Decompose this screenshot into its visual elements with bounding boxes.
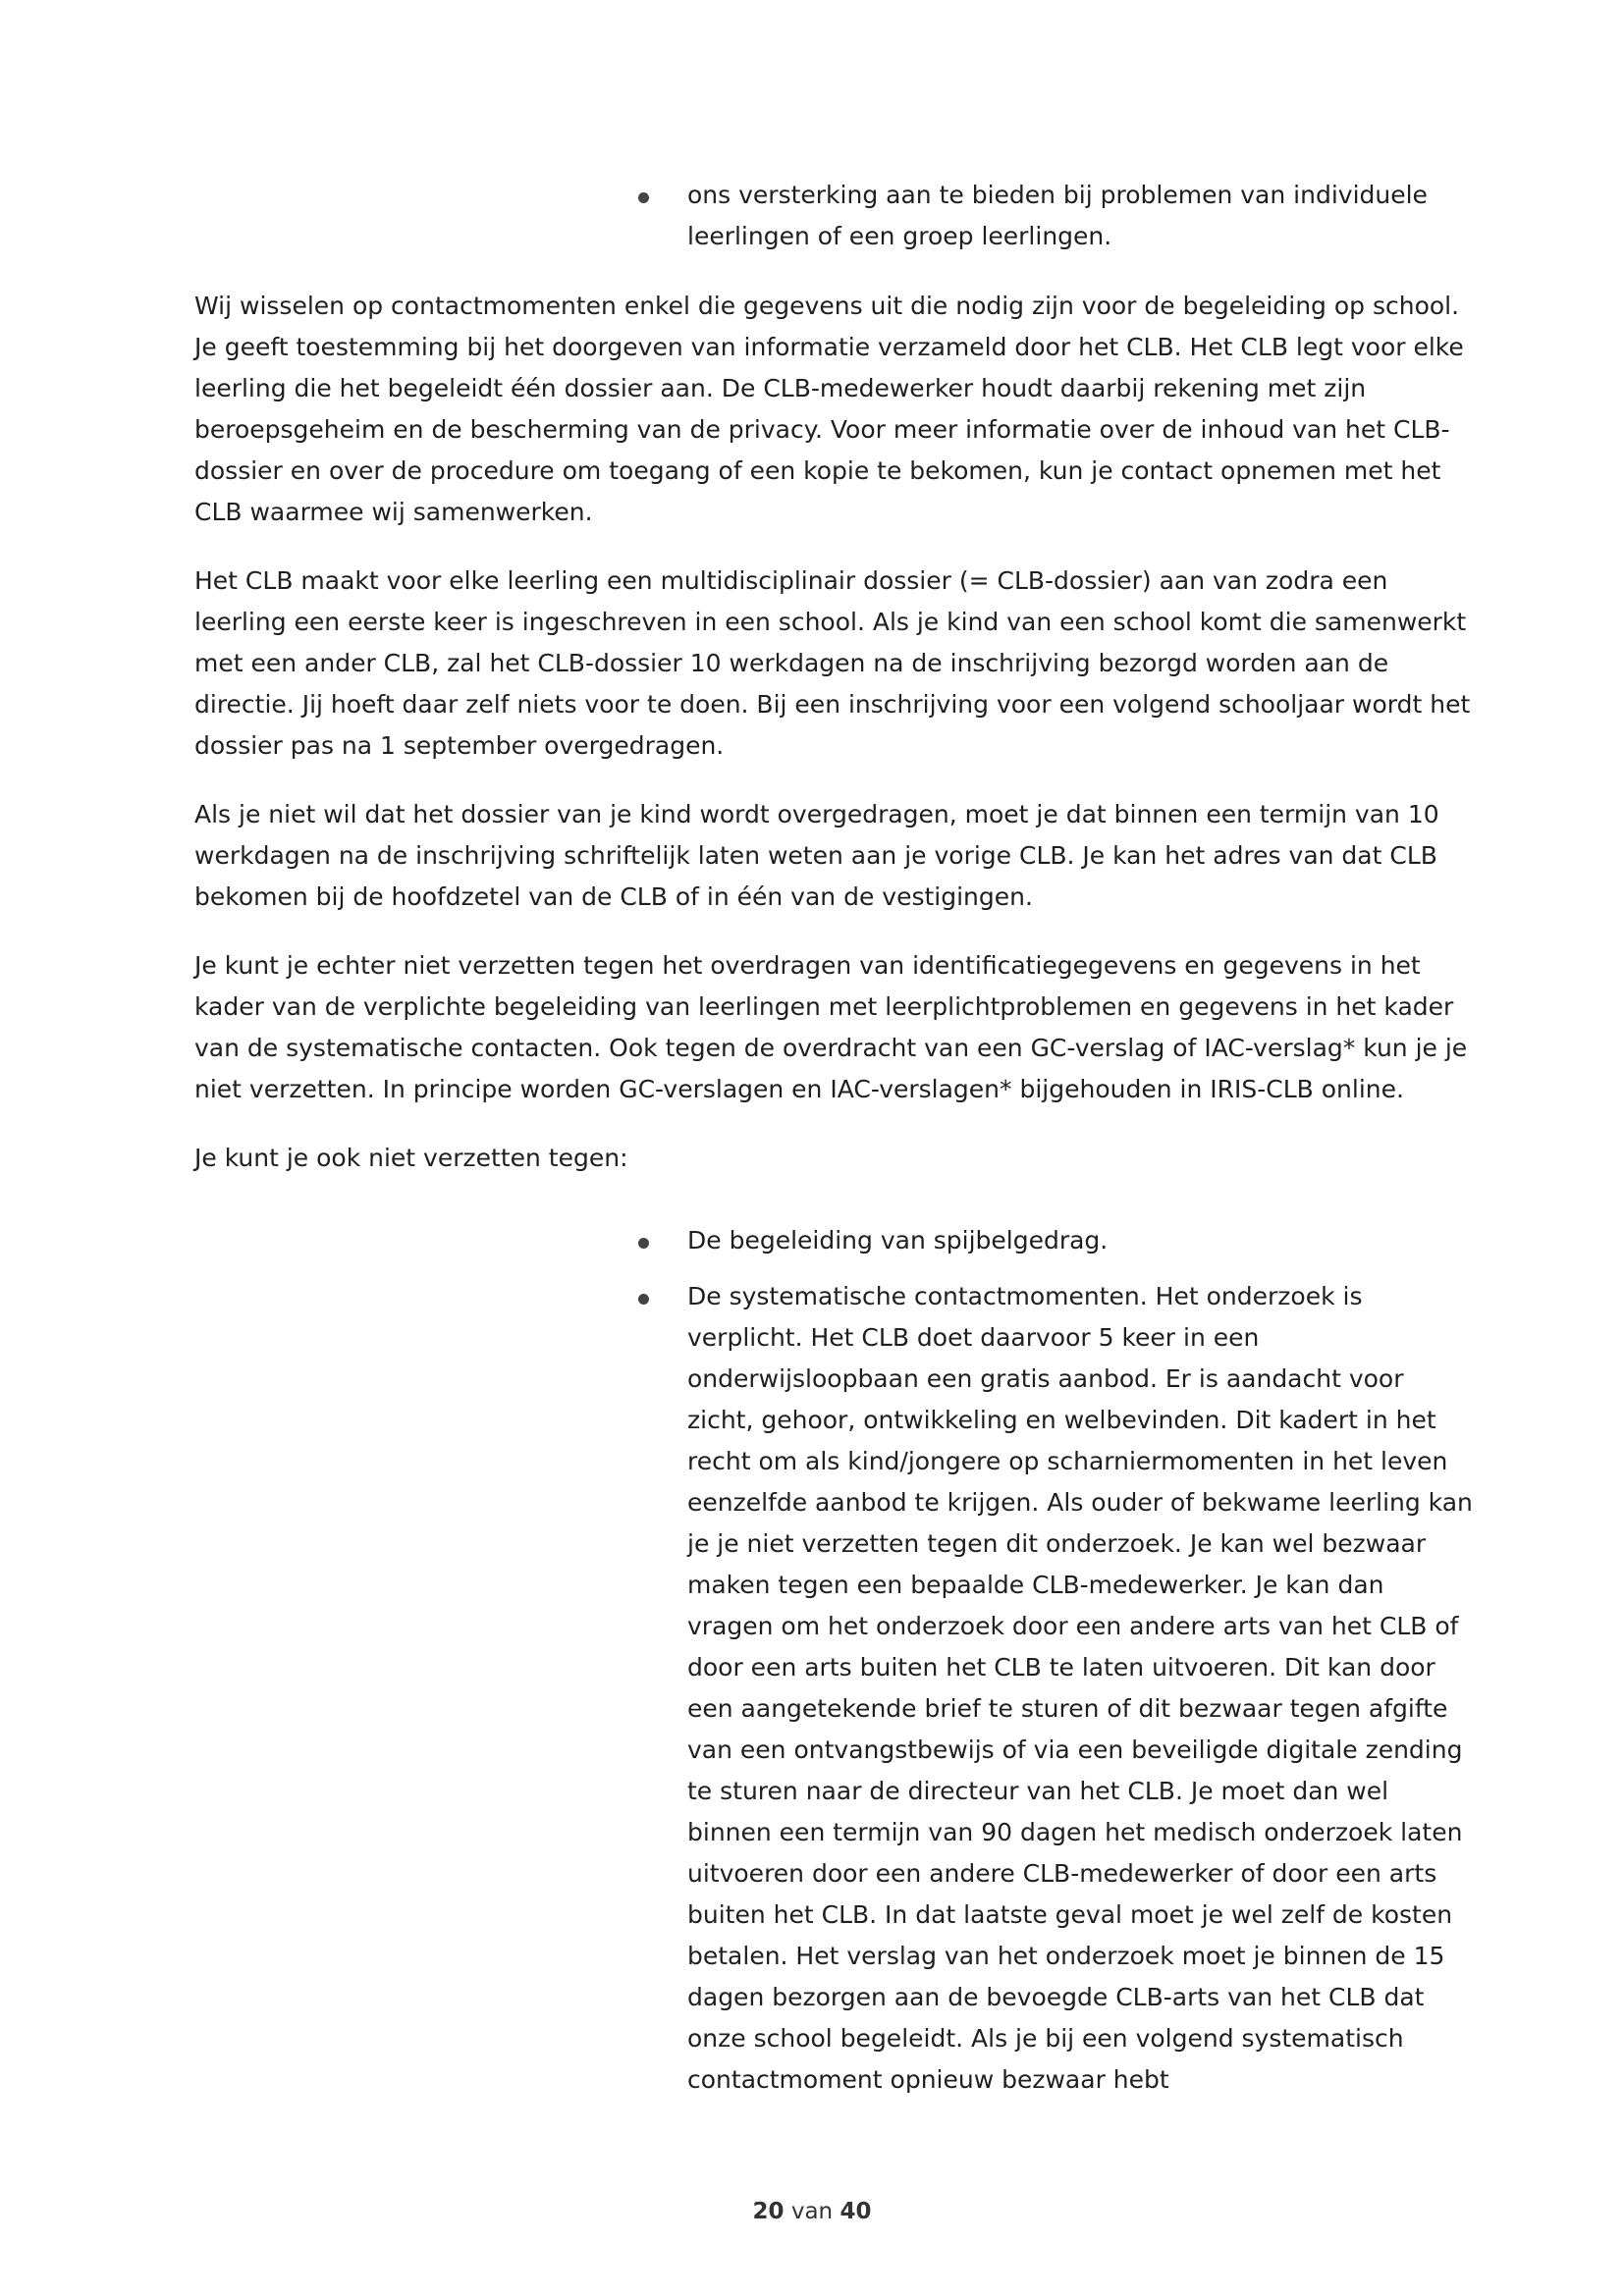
bullet-icon (638, 192, 649, 203)
list-item (638, 175, 1473, 257)
page-total: 40 (839, 2199, 872, 2224)
bullet-text: ons versterking aan te bieden bij problemen van individuele leerlingen of een groep leerlingen. (687, 181, 1428, 250)
list-item (638, 1220, 1473, 1261)
list-item (638, 1276, 1473, 2101)
paragraph-no-objection-intro: Je kunt je ook niet verzetten tegen: (194, 1144, 628, 1172)
paragraph-clb-dossier-exchange: Wij wisselen op contactmomenten enkel die gegevens uit die nodig zijn voor de begeleiding op school. Je geeft toestemming bij het doorgeven van informatie verzameld door het CLB. Het CLB legt voor elke leerling die het begeleidt één dossier aan. De CLB-medewerker houdt daarbij rekening met zijn beroepsgeheim en de bescherming van de privacy. Voor meer informatie over de inhoud van het CLB-dossier en over de procedure om toegang of een kopie te bekomen, kun je contact opnemen met het CLB waarmee wij samenwerken. (194, 292, 1464, 526)
paragraph-no-objection-data: Je kunt je echter niet verzetten tegen het overdragen van identificatiegegevens en gegevens in het kader van de verplichte begeleiding van leerlingen met leerplichtproblemen en gegevens in het kader van de systematische contacten. Ook tegen de overdracht van een GC-verslag of IAC-verslag* kun je je niet verzetten. In principe worden GC-verslagen en IAC-verslagen* bijgehouden in IRIS-CLB online. (194, 951, 1468, 1103)
page-number: 20 (752, 2199, 785, 2224)
page-separator: van (790, 2199, 834, 2224)
paragraph-dossier-transfer-objection: Als je niet wil dat het dossier van je kind wordt overgedragen, moet je dat binnen een termijn van 10 werkdagen na de inschrijving schriftelijk laten weten aan je vorige CLB. Je kan het adres van dat CLB bekomen bij de hoofdzetel van de CLB of in één van de vestigingen. (194, 800, 1439, 911)
bullet-icon (638, 1238, 649, 1249)
bullet-icon (638, 1294, 649, 1305)
bottom-bullet-list (638, 1220, 1473, 2101)
bullet-text: De systematische contactmomenten. Het onderzoek is verplicht. Het CLB doet daarvoor 5 keer in een onderwijsloopbaan een gratis aanbod. Er is aandacht voor zicht, gehoor, ontwikkeling en welbevinden. Dit kadert in het recht om als kind/jongere op scharniermomenten in het leven eenzelfde aanbod te krijgen. Als ouder of bekwame leerling kan je je niet verzetten tegen dit onderzoek. Je kan wel bezwaar maken tegen een bepaalde CLB-medewerker. Je kan dan vragen om het onderzoek door een andere arts van het CLB of door een arts buiten het CLB te laten uitvoeren. Dit kan door een aangetekende brief te sturen of dit bezwaar tegen afgifte van een ontvangstbewijs of via een beveiligde digitale zending te sturen naar de directeur van het CLB. Je moet dan wel binnen een termijn van 90 dagen het medisch onderzoek laten uitvoeren door een andere CLB-medewerker of door een arts buiten het CLB. In dat laatste geval moet je wel zelf de kosten betalen. Het verslag van het onderzoek moet je binnen de 15 dagen bezorgen aan de bevoegde CLB-arts van het CLB dat onze school begeleidt. Als je bij een volgend systematisch contactmoment opnieuw bezwaar hebt (687, 1282, 1473, 2094)
paragraph-clb-multidisciplinary-dossier: Het CLB maakt voor elke leerling een multidisciplinair dossier (= CLB-dossier) aan van zodra een leerling een eerste keer is ingeschreven in een school. Als je kind van een school komt die samenwerkt met een ander CLB, zal het CLB-dossier 10 werkdagen na de inschrijving bezorgd worden aan de directie. Jij hoeft daar zelf niets voor te doen. Bij een inschrijving voor een volgend schooljaar wordt het dossier pas na 1 september overgedragen. (194, 566, 1471, 760)
bullet-text: De begeleiding van spijbelgedrag. (687, 1226, 1109, 1255)
top-bullet-list (638, 175, 1473, 257)
page-footer (0, 2199, 1624, 2224)
